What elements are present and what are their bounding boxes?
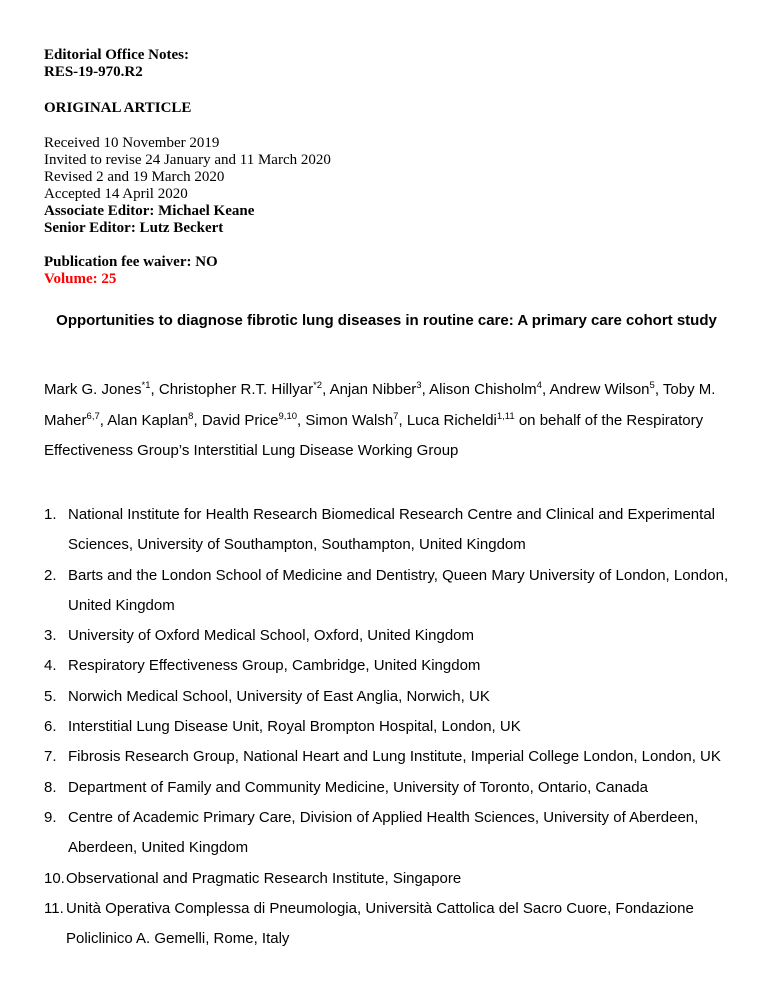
author-name: Toby M. Maher: [44, 381, 716, 429]
separator: ,: [297, 411, 306, 429]
author-name: Simon Walsh: [305, 411, 394, 429]
affiliation-item: [44, 500, 744, 561]
affiliation-text: Centre of Academic Primary Care, Division of Applied Health Sciences, University of Aberdeen, Aberdeen, United Kingdom: [68, 808, 699, 857]
affiliation-text: Observational and Pragmatic Research Institute, Singapore: [66, 869, 462, 887]
affiliation-text: Unità Operativa Complessa di Pneumologia, Università Cattolica del Sacro Cuore, Fondazione Policlinico A. Gemelli, Rome, Italy: [66, 899, 694, 948]
author-affiliation-marker: *2: [313, 380, 323, 391]
affiliation-item: [44, 682, 744, 712]
affiliation-item: [44, 621, 744, 651]
affiliation-number: 7.: [44, 748, 57, 766]
affiliation-list: [44, 500, 744, 954]
affiliation-number: 9.: [44, 808, 57, 826]
revised-date: Revised 2 and 19 March 2020: [44, 169, 225, 185]
affiliation-item: [44, 651, 744, 681]
author-name: Mark G. Jones: [44, 381, 142, 398]
editorial-notes-label: Editorial Office Notes:: [44, 47, 189, 63]
affiliation-item: [44, 773, 744, 803]
separator: ,: [541, 381, 550, 398]
affiliation-number: 2.: [44, 566, 57, 584]
author: [159, 381, 330, 398]
senior-editor: Senior Editor: Lutz Beckert: [44, 220, 224, 236]
affiliation-text: Barts and the London School of Medicine and Dentistry, Queen Mary University of London, London, United Kingdom: [68, 566, 729, 614]
author: [202, 412, 306, 429]
author-affiliation-marker: 9,10: [278, 410, 298, 422]
author-affiliation-marker: 3: [416, 380, 422, 391]
affiliation-item: [44, 803, 744, 864]
affiliation-number: 6.: [44, 718, 57, 736]
manuscript-id: RES-19-970.R2: [44, 64, 143, 80]
affiliation-item: [44, 561, 744, 622]
author-affiliation-marker: 5: [649, 380, 655, 391]
author-affiliation-marker: *1: [141, 380, 151, 391]
author-name: Alan Kaplan: [107, 411, 189, 429]
author-name: Luca Richeldi: [406, 411, 497, 429]
author: [44, 381, 159, 398]
affiliation-number: 8.: [44, 778, 57, 796]
separator: ,: [322, 381, 330, 398]
separator: ,: [654, 381, 663, 398]
affiliation-item: [44, 742, 744, 772]
affiliation-text: University of Oxford Medical School, Oxford, United Kingdom: [68, 627, 475, 645]
author: [330, 381, 430, 398]
invited-to-revise-date: Invited to revise 24 January and 11 March 2020: [44, 152, 331, 168]
separator: ,: [421, 381, 430, 398]
author-affiliation-marker: 6,7: [86, 410, 100, 422]
publication-fee-waiver: Publication fee waiver: NO: [44, 254, 218, 270]
separator: ,: [99, 411, 108, 429]
affiliation-text: Respiratory Effectiveness Group, Cambridge, United Kingdom: [68, 657, 481, 675]
author-name: Anjan Nibber: [329, 381, 417, 398]
author: [107, 412, 202, 429]
separator: ,: [193, 411, 202, 429]
affiliation-number: 4.: [44, 657, 57, 675]
author-list: [44, 375, 744, 467]
affiliation-number: 1.: [44, 506, 57, 523]
separator: ,: [150, 381, 159, 398]
paper-title: Opportunities to diagnose fibrotic lung diseases in routine care: A primary care cohort study: [56, 312, 717, 329]
author: [407, 412, 519, 429]
affiliation-text: Norwich Medical School, University of East Anglia, Norwich, UK: [68, 687, 490, 705]
author-affiliation-marker: 7: [393, 410, 399, 422]
associate-editor: Associate Editor: Michael Keane: [44, 203, 255, 219]
affiliation-number: 5.: [44, 687, 57, 705]
author-affiliation-marker: 1,11: [496, 410, 515, 422]
affiliation-text: Fibrosis Research Group, National Heart and Lung Institute, Imperial College London, London, UK: [68, 748, 721, 766]
author-affiliation-marker: 4: [536, 380, 542, 391]
affiliation-text: Department of Family and Community Medicine, University of Toronto, Ontario, Canada: [68, 778, 648, 796]
author-name: Christopher R.T. Hillyar: [158, 381, 314, 398]
article-type: ORIGINAL ARTICLE: [44, 100, 192, 116]
author-name: David Price: [201, 411, 279, 429]
affiliation-number: 11.: [44, 899, 64, 917]
affiliation-item: [44, 864, 744, 894]
received-date: Received 10 November 2019: [44, 135, 220, 151]
affiliation-item: [44, 894, 744, 955]
affiliation-item: [44, 712, 744, 742]
affiliation-text: Interstitial Lung Disease Unit, Royal Brompton Hospital, London, UK: [68, 718, 521, 736]
accepted-date: Accepted 14 April 2020: [44, 186, 188, 202]
affiliation-number: 10.: [44, 869, 65, 887]
authors-group-suffix: on behalf of the Respiratory Effectiveness Group’s Interstitial Lung Disease Working Group: [44, 411, 704, 459]
affiliation-number: 3.: [44, 627, 57, 645]
author: [305, 412, 406, 429]
author-name: Andrew Wilson: [549, 381, 650, 398]
separator: ,: [398, 411, 407, 429]
author: [429, 381, 549, 398]
author-affiliation-marker: 8: [188, 410, 194, 422]
author-name: Alison Chisholm: [429, 381, 537, 398]
affiliation-text: National Institute for Health Research Biomedical Research Centre and Clinical and Experimental Sciences, University of Southampton, Southampton, United Kingdom: [68, 506, 715, 554]
author: [549, 381, 662, 398]
volume-label: Volume: 25: [44, 271, 117, 287]
